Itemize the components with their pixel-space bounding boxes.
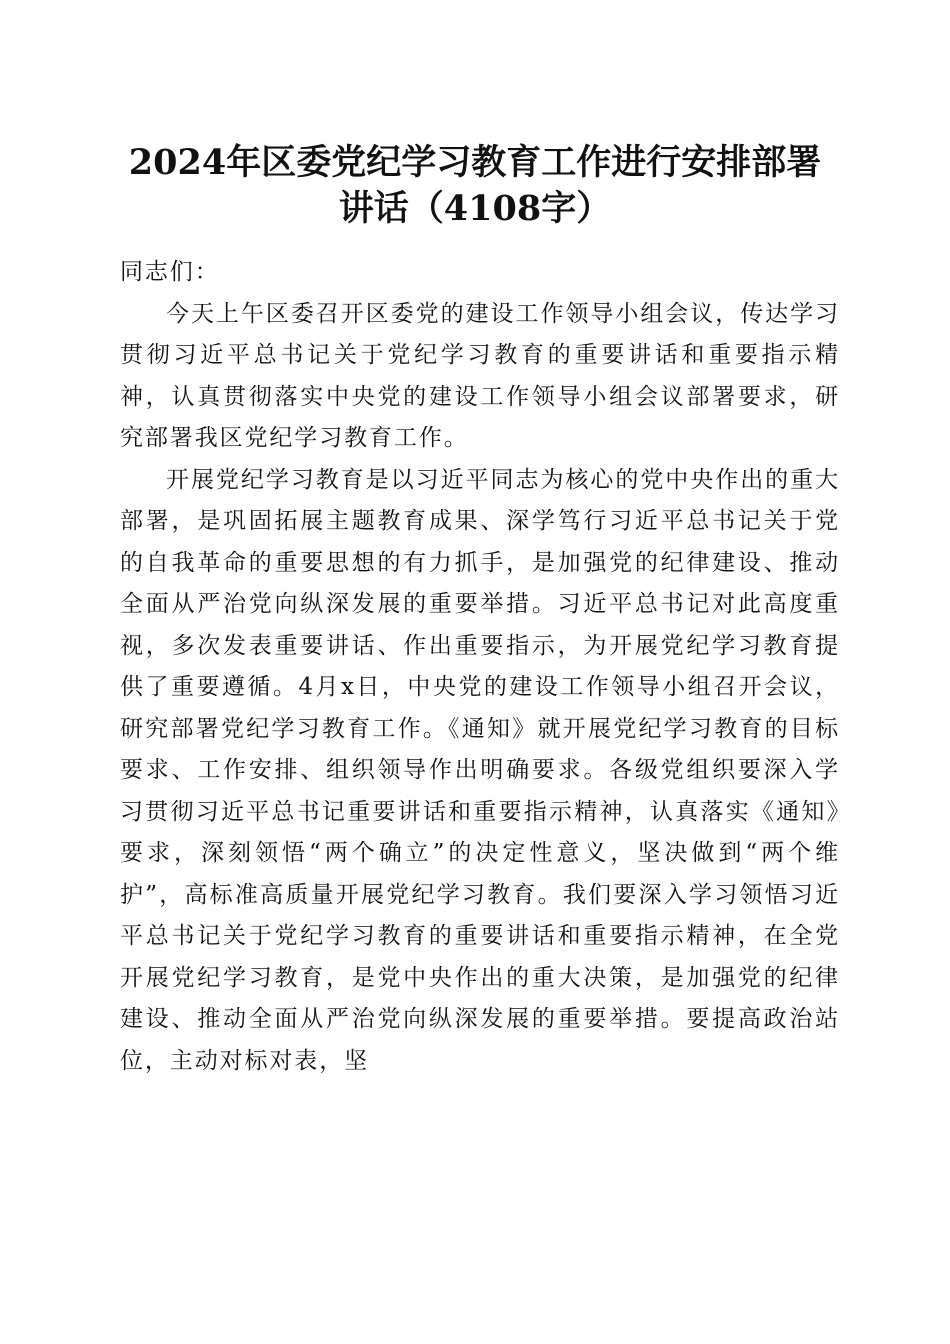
document-title-line-2: 讲话（4108字）	[338, 188, 612, 229]
document-title-line-1: 2024年区委党纪学习教育工作进行安排部署	[128, 142, 822, 183]
salutation: 同志们：	[120, 259, 220, 285]
paragraph-2: 开展党纪学习教育是以习近平同志为核心的党中央作出的重大部署，是巩固拓展主题教育成果、深学笃行习近平总书记关于党的自我革命的重要思想的有力抓手，是加强党的纪律建设、推动全面从严治党向纵深发展的重要举措。习近平总书记对此高度重视，多次发表重要讲话、作出重要指示，为开展党纪学习教育提供了重要遵循。4月x日，中央党的建设工作领导小组召开会议，研究部署党纪学习教育工作。《通知》就开展党纪学习教育的目标要求、工作安排、组织领导作出明确要求。各级党组织要深入学习贯彻习近平总书记重要讲话和重要指示精神，认真落实《通知》要求，深刻领悟“两个确立”的决定性意义，坚决做到“两个维护”，高标准高质量开展党纪学习教育。我们要深入学习领悟习近平总书记关于党纪学习教育的重要讲话和重要指示精神，在全党开展党纪学习教育，是党中央作出的重大决策，是加强党的纪律建设、推动全面从严治党向纵深发展的重要举措。要提高政治站位，主动对标对表，坚	[120, 466, 840, 1074]
paragraph-1: 今天上午区委召开区委党的建设工作领导小组会议，传达学习贯彻习近平总书记关于党纪学习教育的重要讲话和重要指示精神，认真贯彻落实中央党的建设工作领导小组会议部署要求，研究部署我区党纪学习教育工作。	[120, 300, 840, 451]
document-body	[120, 252, 840, 1082]
